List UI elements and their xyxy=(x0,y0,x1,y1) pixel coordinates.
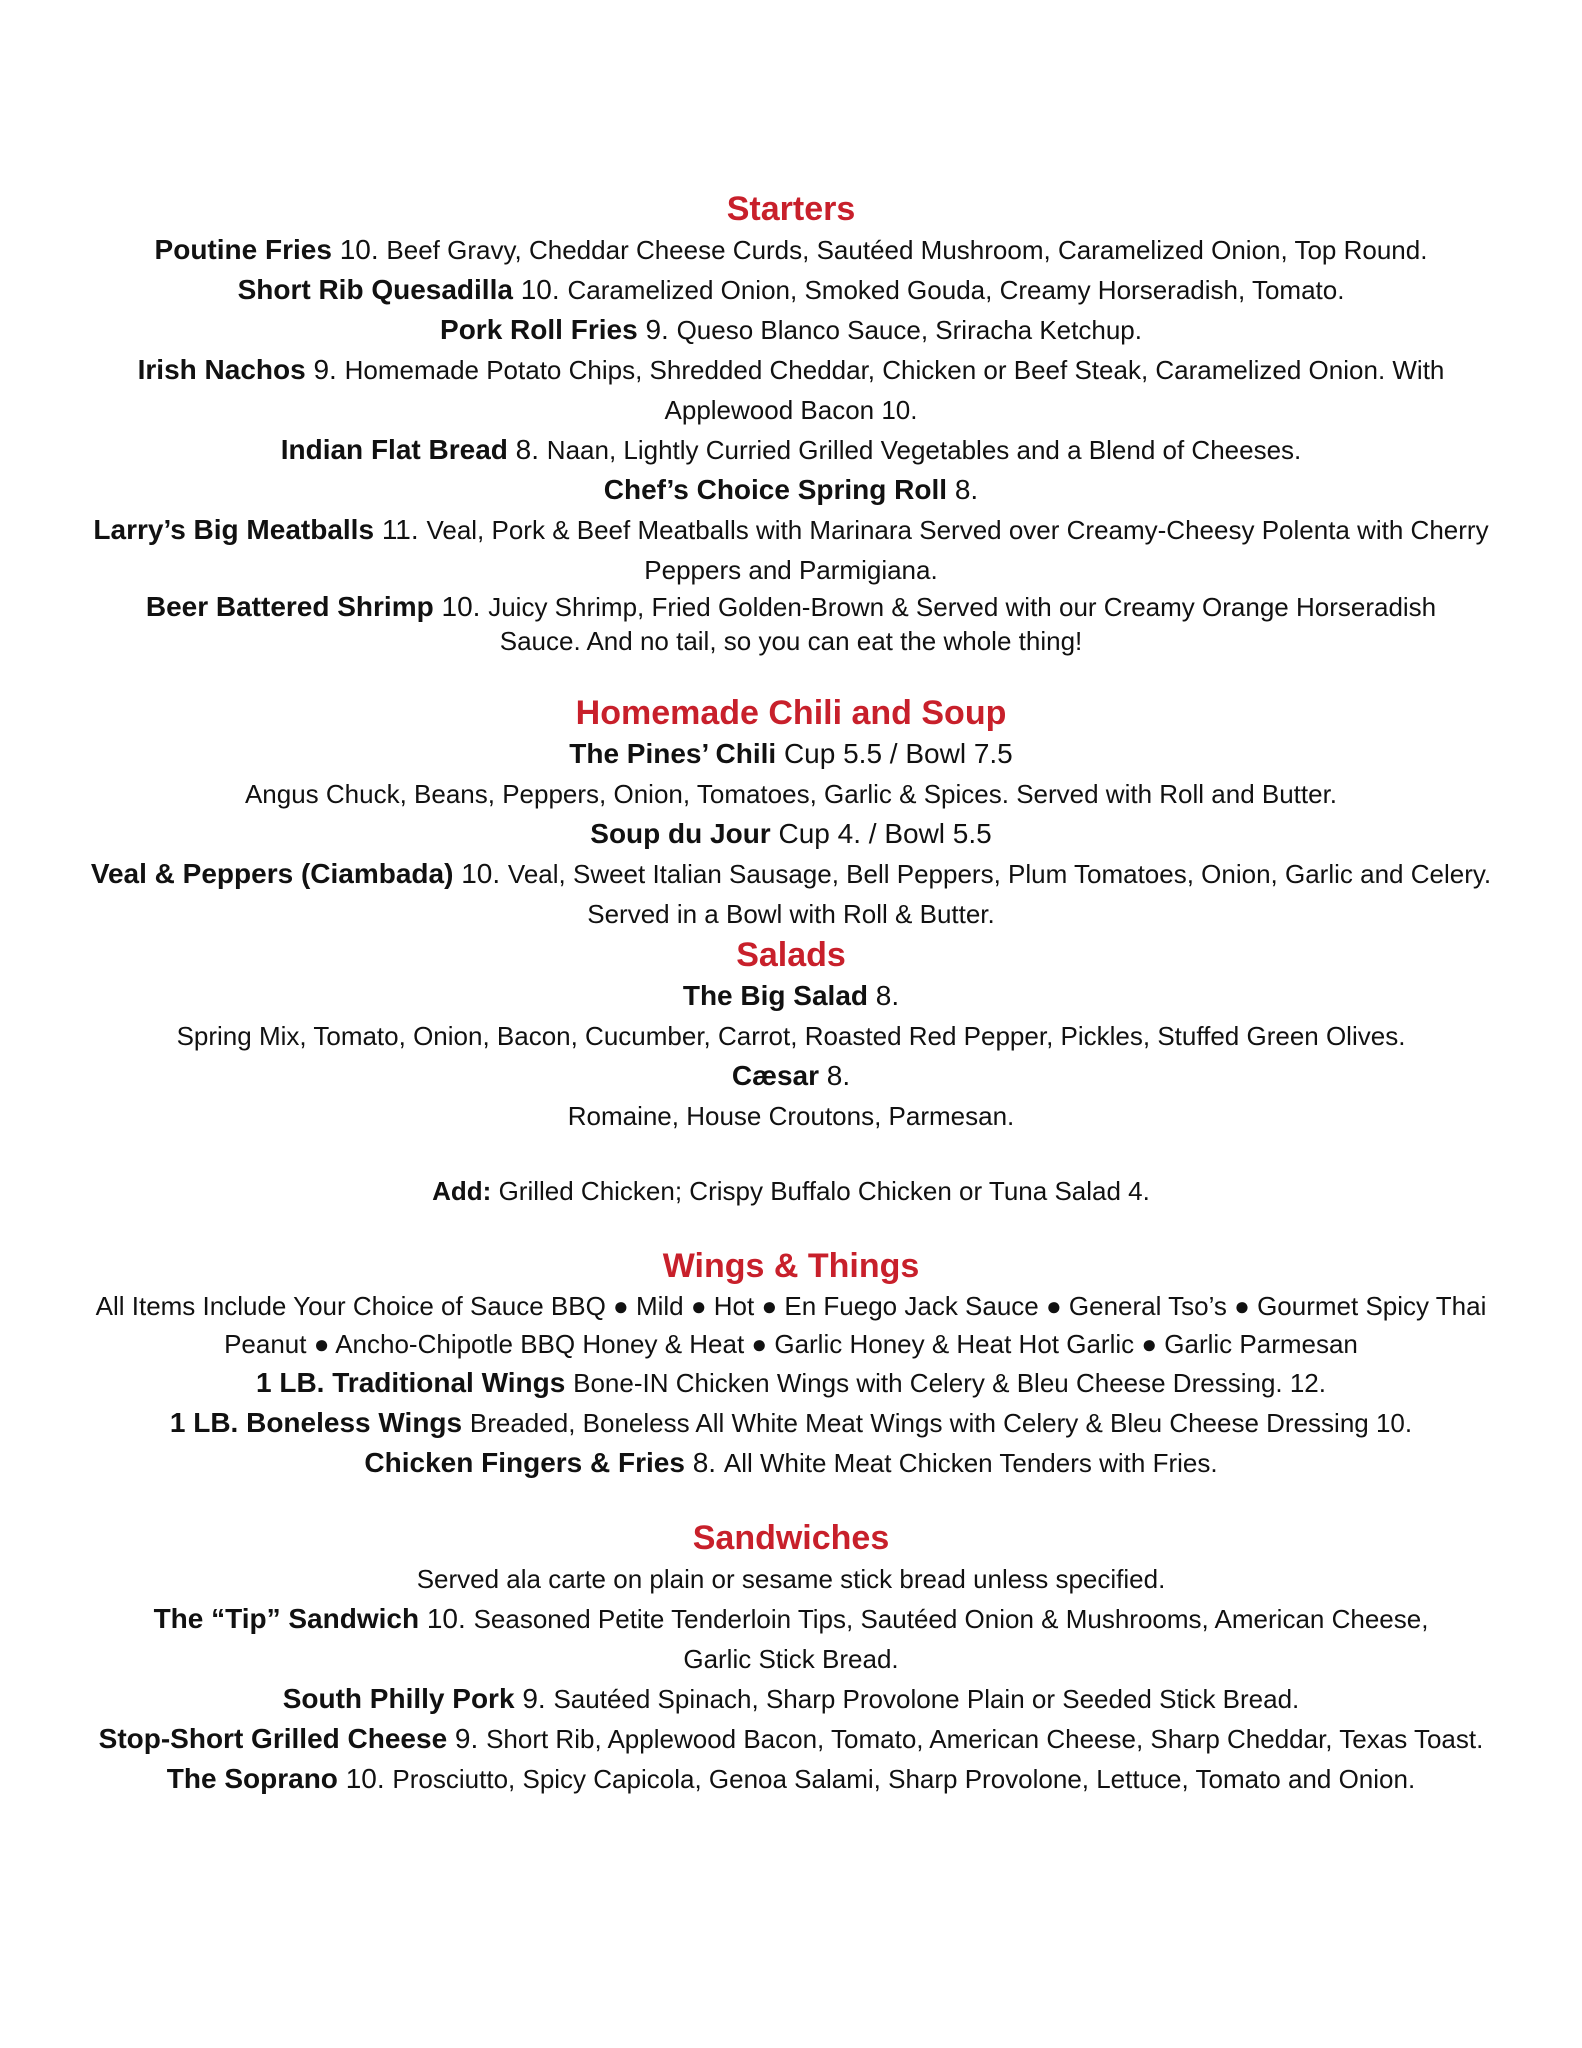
section-title-salads: Salads xyxy=(736,936,846,974)
item-name: 1 LB. Traditional Wings xyxy=(256,1367,566,1398)
add-label: Add: xyxy=(432,1176,492,1206)
item-price: 9. xyxy=(454,1723,479,1754)
item-name: Larry’s Big Meatballs xyxy=(93,514,375,545)
item-description: Veal, Sweet Italian Sausage, Bell Peppers, Plum Tomatoes, Onion, Garlic and Celery. Served in a Bowl with Roll & Butter. xyxy=(507,859,1492,929)
item-price: 10. xyxy=(520,274,560,305)
menu-item xyxy=(90,310,1492,350)
item-price: 11. xyxy=(381,514,419,545)
item-name: South Philly Pork xyxy=(282,1683,515,1714)
item-description: Homemade Potato Chips, Shredded Cheddar, Chicken or Beef Steak, Caramelized Onion. With Applewood Bacon 10. xyxy=(344,355,1445,425)
item-price: 9. xyxy=(645,314,669,345)
item-description: Romaine, House Croutons, Parmesan. xyxy=(567,1101,1015,1131)
section-salads xyxy=(90,934,1492,1211)
item-price: 8. xyxy=(515,434,540,465)
item-description: Seasoned Petite Tenderloin Tips, Sautéed Onion & Mushrooms, American Cheese, Garlic Stick Bread. xyxy=(473,1604,1429,1674)
item-price: 8. xyxy=(954,474,979,505)
item-price: 9. xyxy=(522,1683,546,1714)
menu-item xyxy=(90,1056,1492,1096)
item-price: Cup 5.5 / Bowl 7.5 xyxy=(783,738,1013,769)
item-price: 9. xyxy=(313,354,337,385)
menu-item xyxy=(141,1599,1441,1679)
item-description: Naan, Lightly Curried Grilled Vegetables and a Blend of Cheeses. xyxy=(546,435,1302,465)
item-price: 8. xyxy=(826,1060,851,1091)
item-price: 10. xyxy=(339,234,379,265)
item-description: Short Rib, Applewood Bacon, Tomato, American Cheese, Sharp Cheddar, Texas Toast. xyxy=(486,1724,1484,1754)
menu-item xyxy=(141,590,1441,658)
item-name: The Pines’ Chili xyxy=(569,738,777,769)
item-name: Irish Nachos xyxy=(137,354,306,385)
item-name: The Big Salad xyxy=(682,980,868,1011)
item-description: Sautéed Spinach, Sharp Provolone Plain or Seeded Stick Bread. xyxy=(553,1684,1300,1714)
item-name: Cæsar xyxy=(731,1060,820,1091)
menu-item xyxy=(90,430,1492,470)
item-description: Caramelized Onion, Smoked Gouda, Creamy Horseradish, Tomato. xyxy=(567,275,1345,305)
menu-item xyxy=(90,1363,1492,1403)
item-price: Cup 4. / Bowl 5.5 xyxy=(778,818,992,849)
menu-item xyxy=(90,814,1492,854)
add-text: Grilled Chicken; Crispy Buffalo Chicken or Tuna Salad 4. xyxy=(498,1176,1150,1206)
item-description: Prosciutto, Spicy Capicola, Genoa Salami, Sharp Provolone, Lettuce, Tomato and Onion. xyxy=(392,1764,1416,1794)
item-description: All White Meat Chicken Tenders with Fries. xyxy=(723,1448,1218,1478)
menu-item xyxy=(90,1759,1492,1799)
menu-item xyxy=(90,1679,1492,1719)
spacer xyxy=(90,1483,1492,1517)
item-name: Poutine Fries xyxy=(154,234,332,265)
item-description: Beef Gravy, Cheddar Cheese Curds, Sautéed Mushroom, Caramelized Onion, Top Round. xyxy=(386,235,1428,265)
menu-item xyxy=(90,976,1492,1016)
item-name: Indian Flat Bread xyxy=(280,434,508,465)
spacer xyxy=(90,658,1492,692)
item-name: Soup du Jour xyxy=(590,818,771,849)
item-name: The Soprano xyxy=(166,1763,338,1794)
section-title-wings: Wings & Things xyxy=(662,1247,920,1285)
menu-item xyxy=(90,734,1492,774)
item-price: 8. xyxy=(875,980,900,1011)
item-name: Chicken Fingers & Fries xyxy=(364,1447,685,1478)
item-price: 10. xyxy=(441,591,481,622)
menu-content xyxy=(90,188,1492,1799)
sauce-options: All Items Include Your Choice of Sauce BBQ ● Mild ● Hot ● En Fuego Jack Sauce ● General Tso’s ● Gourmet Spicy Thai Peanut ● Ancho-Chipotle BBQ Honey & Heat ● Garlic Honey & Heat Hot Garlic ● Garlic Parmesan xyxy=(95,1291,1487,1359)
item-name: Veal & Peppers (Ciambada) xyxy=(90,858,454,889)
spacer xyxy=(90,1136,1492,1171)
section-title-starters: Starters xyxy=(726,190,856,228)
section-title-chili-soup: Homemade Chili and Soup xyxy=(575,694,1007,732)
spacer xyxy=(90,1211,1492,1245)
item-name: 1 LB. Boneless Wings xyxy=(169,1407,463,1438)
menu-item xyxy=(90,854,1492,934)
item-price: 8. xyxy=(692,1447,717,1478)
menu-item xyxy=(90,1719,1492,1759)
menu-item xyxy=(141,230,1441,270)
sandwich-intro: Served ala carte on plain or sesame stick bread unless specified. xyxy=(416,1564,1166,1594)
item-description: Queso Blanco Sauce, Sriracha Ketchup. xyxy=(676,315,1142,345)
menu-item xyxy=(90,270,1492,310)
item-description: Bone-IN Chicken Wings with Celery & Bleu Cheese Dressing. 12. xyxy=(573,1368,1326,1398)
section-chili-soup xyxy=(90,692,1492,934)
item-description: Spring Mix, Tomato, Onion, Bacon, Cucumber, Carrot, Roasted Red Pepper, Pickles, Stuffed Green Olives. xyxy=(176,1021,1406,1051)
item-description: Veal, Pork & Beef Meatballs with Marinara Served over Creamy-Cheesy Polenta with Cherry Peppers and Parmigiana. xyxy=(426,515,1489,585)
item-name: Pork Roll Fries xyxy=(440,314,638,345)
item-price: 10. xyxy=(345,1763,385,1794)
menu-item xyxy=(90,350,1492,430)
menu-item xyxy=(90,1443,1492,1483)
item-name: Stop-Short Grilled Cheese xyxy=(98,1723,448,1754)
item-description: Juicy Shrimp, Fried Golden-Brown & Served with our Creamy Orange Horseradish Sauce. And no tail, so you can eat the whole thing! xyxy=(488,592,1437,656)
menu-item xyxy=(90,1403,1492,1443)
section-sandwiches xyxy=(90,1517,1492,1799)
menu-item xyxy=(90,470,1492,510)
item-price: 10. xyxy=(426,1603,466,1634)
item-name: Chef’s Choice Spring Roll xyxy=(603,474,948,505)
item-description: Breaded, Boneless All White Meat Wings with Celery & Bleu Cheese Dressing 10. xyxy=(469,1408,1413,1438)
salad-add-ons xyxy=(90,1171,1492,1211)
section-wings xyxy=(90,1245,1492,1483)
section-starters xyxy=(90,188,1492,658)
item-name: Short Rib Quesadilla xyxy=(237,274,513,305)
section-title-sandwiches: Sandwiches xyxy=(692,1519,890,1557)
item-price: 10. xyxy=(461,858,501,889)
item-name: The “Tip” Sandwich xyxy=(153,1603,420,1634)
menu-item xyxy=(90,510,1492,590)
item-name: Beer Battered Shrimp xyxy=(145,591,434,622)
item-description: Angus Chuck, Beans, Peppers, Onion, Tomatoes, Garlic & Spices. Served with Roll and Butter. xyxy=(244,779,1338,809)
